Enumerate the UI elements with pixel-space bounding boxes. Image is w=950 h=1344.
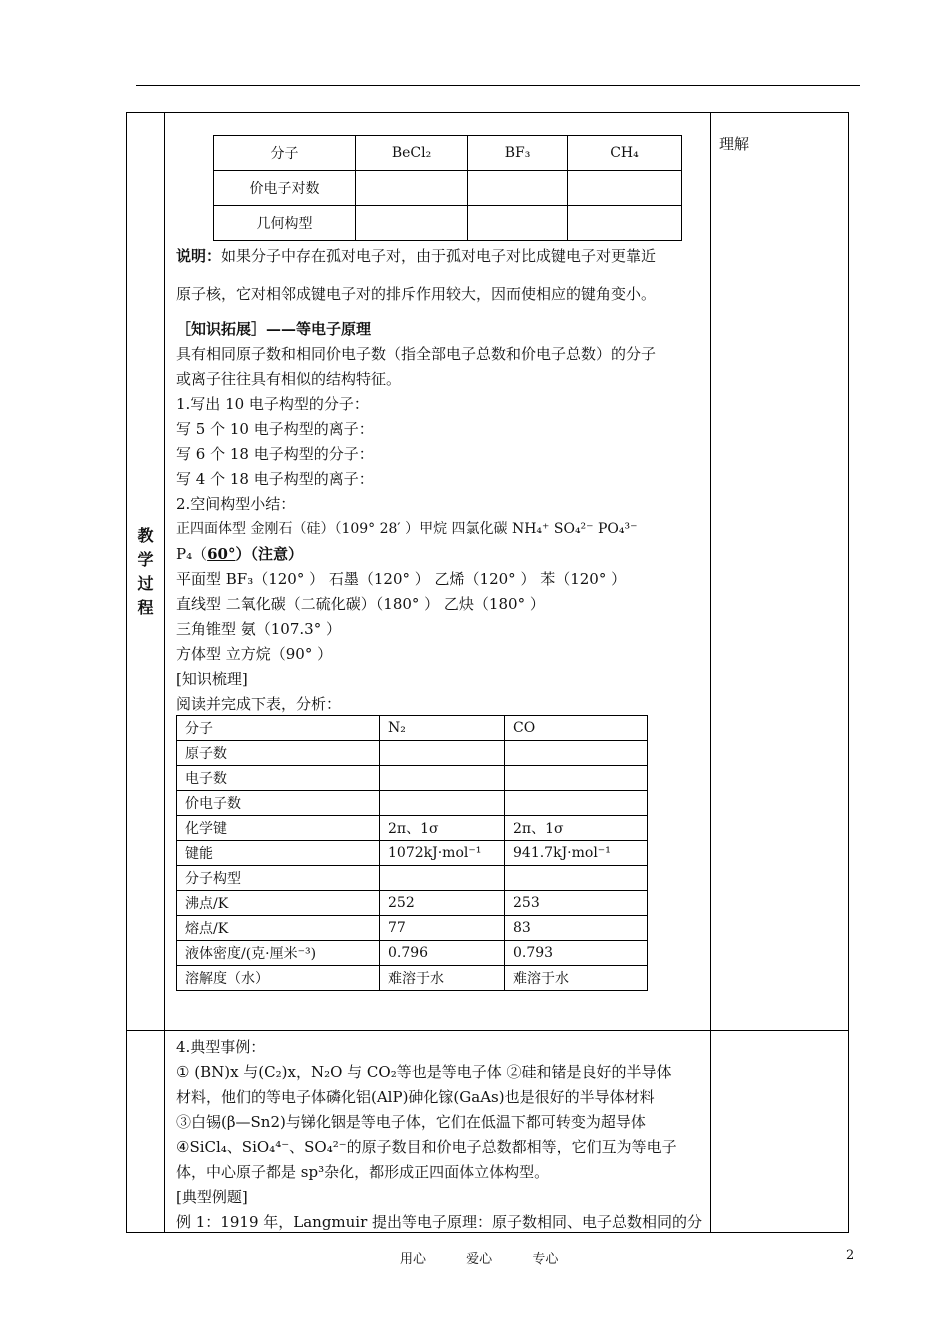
table-cell: N₂ bbox=[380, 716, 505, 741]
table-row bbox=[177, 816, 648, 841]
table-cell: 941.7kJ·mol⁻¹ bbox=[505, 841, 648, 866]
table-cell: 分子 bbox=[177, 716, 380, 741]
table-cell: 价电子数 bbox=[177, 791, 380, 816]
explain-label: 说明： bbox=[176, 247, 222, 265]
footer-word: 用心 bbox=[400, 1252, 427, 1267]
table-cell bbox=[356, 206, 468, 241]
page-number: 2 bbox=[846, 1248, 855, 1263]
table-cell: 溶解度（水） bbox=[177, 966, 380, 991]
text-line: 方体型 立方烷（90° ） bbox=[176, 645, 333, 663]
text-line: 阅读并完成下表，分析： bbox=[176, 695, 342, 713]
table-row bbox=[177, 891, 648, 916]
table-cell: 1072kJ·mol⁻¹ bbox=[380, 841, 505, 866]
table-cell: BF₃ bbox=[468, 136, 568, 171]
note-empty bbox=[711, 1031, 849, 1233]
table-row bbox=[177, 941, 648, 966]
table-cell bbox=[380, 791, 505, 816]
table-cell: 熔点/K bbox=[177, 916, 380, 941]
section-title: ［知识拓展］——等电子原理 bbox=[176, 320, 372, 338]
table-cell: 77 bbox=[380, 916, 505, 941]
table-cell bbox=[356, 171, 468, 206]
side-empty bbox=[127, 1031, 165, 1233]
footer-word: 专心 bbox=[532, 1252, 559, 1267]
side-char: 学 bbox=[137, 549, 154, 569]
p4-prefix: P₄（ bbox=[176, 545, 208, 563]
table-cell: 2π、1σ bbox=[380, 816, 505, 841]
footer-motto bbox=[400, 1248, 594, 1267]
header-rule bbox=[136, 85, 860, 86]
text-line: 具有相同原子数和相同价电子数（指全部电子总数和价电子总数）的分子 bbox=[176, 345, 657, 363]
text-line: 正四面体型 金刚石（硅）（109° 28′ ）甲烷 四氯化碳 NH₄⁺ SO₄²⁻ PO₄³⁻ bbox=[176, 521, 638, 537]
text-line: 写 5 个 10 电子构型的离子： bbox=[176, 420, 374, 438]
table-cell: 分子构型 bbox=[177, 866, 380, 891]
table-cell: 253 bbox=[505, 891, 648, 916]
table-cell bbox=[468, 206, 568, 241]
table-cell bbox=[505, 766, 648, 791]
explain-block bbox=[176, 244, 711, 306]
table-cell: 键能 bbox=[177, 841, 380, 866]
table-row bbox=[177, 841, 648, 866]
table-cell: 液体密度/(克·厘米⁻³) bbox=[177, 941, 380, 966]
table-cell: 电子数 bbox=[177, 766, 380, 791]
text-line: 材料，他们的等电子体磷化铝(AlP)砷化镓(GaAs)也是很好的半导体材料 bbox=[176, 1088, 655, 1106]
table-cell: BeCl₂ bbox=[356, 136, 468, 171]
table-row bbox=[177, 916, 648, 941]
text-line: ④SiCl₄、SiO₄⁴⁻、SO₄²⁻的原子数目和价电子总数都相等，它们互为等电子 bbox=[176, 1138, 677, 1156]
side-char: 程 bbox=[137, 597, 154, 617]
text-line: ① (BN)x 与(C₂)x，N₂O 与 CO₂等也是等电子体 ②硅和锗是良好的半导体 bbox=[176, 1063, 672, 1081]
text-line: 4.典型事例： bbox=[176, 1038, 266, 1056]
table-cell: 难溶于水 bbox=[505, 966, 648, 991]
text-line: 体，中心原子都是 sp³杂化，都形成正四面体立体构型。 bbox=[176, 1163, 550, 1181]
explain-line: 原子核，它对相邻成键电子对的排斥作用较大，因而使相应的键角变小。 bbox=[176, 285, 657, 303]
table-cell: 沸点/K bbox=[177, 891, 380, 916]
table-cell: 83 bbox=[505, 916, 648, 941]
table-row bbox=[177, 866, 648, 891]
examples-block bbox=[176, 1035, 711, 1235]
side-char: 过 bbox=[137, 573, 154, 593]
footer-word: 爱心 bbox=[466, 1252, 493, 1267]
table-cell bbox=[505, 791, 648, 816]
side-label bbox=[127, 113, 165, 1031]
extend-block bbox=[176, 317, 711, 717]
isoelectronic-table bbox=[176, 715, 648, 991]
table-row bbox=[177, 741, 648, 766]
table-row bbox=[177, 966, 648, 991]
explain-line: 如果分子中存在孤对电子对，由于孤对电子对比成键电子对更靠近 bbox=[221, 247, 657, 265]
text-line: 或离子往往具有相似的结构特征。 bbox=[176, 370, 402, 388]
text-line: 2.空间构型小结： bbox=[176, 495, 296, 513]
table-row bbox=[177, 766, 648, 791]
table-cell bbox=[505, 741, 648, 766]
table-cell: 化学键 bbox=[177, 816, 380, 841]
table-cell: 252 bbox=[380, 891, 505, 916]
text-line: 例 1：1919 年，Langmuir 提出等电子原理：原子数相同、电子总数相同的分 bbox=[176, 1213, 703, 1231]
table-cell: 0.793 bbox=[505, 941, 648, 966]
table-cell bbox=[380, 741, 505, 766]
table-cell: 0.796 bbox=[380, 941, 505, 966]
table-cell bbox=[380, 866, 505, 891]
table-row bbox=[177, 791, 648, 816]
p4-line bbox=[176, 542, 711, 567]
table-row bbox=[177, 716, 648, 741]
note-text: 理解 bbox=[719, 135, 750, 153]
p4-angle: 60° bbox=[207, 545, 236, 563]
table-cell: 分子 bbox=[214, 136, 356, 171]
table-cell: 难溶于水 bbox=[380, 966, 505, 991]
text-line: 写 4 个 18 电子构型的离子： bbox=[176, 470, 374, 488]
text-line: [典型例题] bbox=[176, 1188, 248, 1206]
text-line: ③白锡(β—Sn2)与锑化铟是等电子体，它们在低温下都可转变为超导体 bbox=[176, 1113, 646, 1131]
side-char: 教 bbox=[137, 525, 154, 545]
p4-suffix: ）（注意） bbox=[235, 545, 303, 563]
text-line: 直线型 二氧化碳（二硫化碳）（180° ） 乙炔（180° ） bbox=[176, 595, 545, 613]
table-cell bbox=[568, 171, 682, 206]
table-cell: 价电子对数 bbox=[214, 171, 356, 206]
table-cell: CO bbox=[505, 716, 648, 741]
table-cell bbox=[468, 171, 568, 206]
text-line: [知识梳理] bbox=[176, 670, 248, 688]
table-cell bbox=[505, 866, 648, 891]
table-cell: 原子数 bbox=[177, 741, 380, 766]
note-cell bbox=[711, 113, 849, 1031]
table-cell: CH₄ bbox=[568, 136, 682, 171]
text-line: 平面型 BF₃（120° ） 石墨（120° ） 乙烯（120° ） 苯（120° ） bbox=[176, 570, 627, 588]
table-cell bbox=[568, 206, 682, 241]
text-line: 1.写出 10 电子构型的分子： bbox=[176, 395, 369, 413]
table-cell: 几何构型 bbox=[214, 206, 356, 241]
text-line: 写 6 个 18 电子构型的分子： bbox=[176, 445, 374, 463]
table-cell bbox=[380, 766, 505, 791]
table-cell: 2π、1σ bbox=[505, 816, 648, 841]
vsepr-table bbox=[213, 135, 682, 241]
text-line: 三角锥型 氨（107.3° ） bbox=[176, 620, 341, 638]
